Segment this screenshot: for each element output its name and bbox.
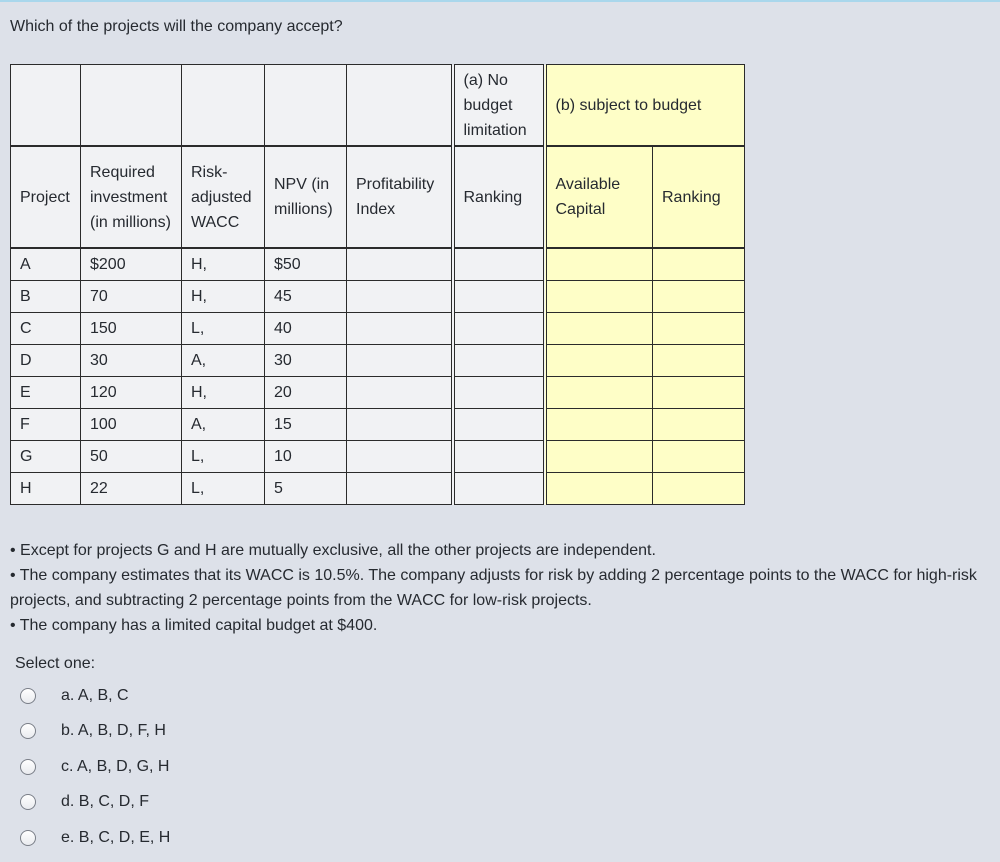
project-cell: G: [11, 441, 81, 473]
ranking-b-cell: [653, 345, 745, 377]
ranking-a-cell: [453, 473, 545, 505]
radio-button-icon[interactable]: [20, 723, 36, 739]
npv-cell: 20: [265, 377, 347, 409]
notes-block: [10, 538, 990, 638]
ranking-a-cell: [453, 281, 545, 313]
option-label[interactable]: c. A, B, D, G, H: [61, 757, 170, 775]
wacc-column-header: Risk-adjusted WACC: [182, 146, 265, 248]
available-capital-cell: [545, 409, 653, 441]
project-cell: F: [11, 409, 81, 441]
wacc-cell: H,: [182, 377, 265, 409]
table-row: [11, 345, 745, 377]
investment-cell: 120: [81, 377, 182, 409]
option-label[interactable]: b. A, B, D, F, H: [61, 722, 166, 740]
radio-button-icon[interactable]: [20, 688, 36, 704]
table-row: [11, 377, 745, 409]
npv-cell: 45: [265, 281, 347, 313]
ranking-a-cell: [453, 345, 545, 377]
available-capital-cell: [545, 345, 653, 377]
ranking-a-cell: [453, 313, 545, 345]
investment-cell: 100: [81, 409, 182, 441]
option-label[interactable]: d. B, C, D, F: [61, 793, 150, 811]
available-capital-cell: [545, 313, 653, 345]
table-row: [11, 248, 745, 281]
project-cell: E: [11, 377, 81, 409]
ranking-b-cell: [653, 473, 745, 505]
wacc-cell: L,: [182, 441, 265, 473]
investment-cell: 30: [81, 345, 182, 377]
project-cell: H: [11, 473, 81, 505]
radio-button-icon[interactable]: [20, 759, 36, 775]
profitability-index-cell: [347, 313, 453, 345]
project-cell: B: [11, 281, 81, 313]
answer-option-b[interactable]: [20, 714, 170, 750]
question-text: Which of the projects will the company accept?: [10, 18, 343, 35]
profitability-index-cell: [347, 473, 453, 505]
npv-cell: 30: [265, 345, 347, 377]
profitability-index-cell: [347, 377, 453, 409]
group-header-row: [11, 65, 745, 147]
ranking-b-cell: [653, 248, 745, 281]
answer-option-a[interactable]: [20, 678, 170, 714]
available-capital-column-header: Available Capital: [545, 146, 653, 248]
ranking-b-cell: [653, 377, 745, 409]
investment-cell: 50: [81, 441, 182, 473]
ranking-b-cell: [653, 313, 745, 345]
investment-cell: 22: [81, 473, 182, 505]
npv-cell: $50: [265, 248, 347, 281]
available-capital-cell: [545, 473, 653, 505]
projects-table: [10, 64, 745, 505]
profitability-index-cell: [347, 281, 453, 313]
subject-to-budget-header: (b) subject to budget: [545, 65, 745, 147]
profitability-index-column-header: Profitability Index: [347, 146, 453, 248]
available-capital-cell: [545, 248, 653, 281]
investment-cell: 150: [81, 313, 182, 345]
answer-option-d[interactable]: [20, 785, 170, 821]
investment-cell: $200: [81, 248, 182, 281]
empty-header-cell: [347, 65, 453, 147]
answer-options: [20, 678, 170, 856]
investment-cell: 70: [81, 281, 182, 313]
table-row: [11, 441, 745, 473]
empty-header-cell: [11, 65, 81, 147]
ranking-a-column-header: Ranking: [453, 146, 545, 248]
npv-cell: 10: [265, 441, 347, 473]
ranking-a-cell: [453, 248, 545, 281]
answer-option-e[interactable]: [20, 820, 170, 856]
option-label[interactable]: e. B, C, D, E, H: [61, 828, 171, 846]
answer-option-c[interactable]: [20, 749, 170, 785]
ranking-a-cell: [453, 409, 545, 441]
project-cell: C: [11, 313, 81, 345]
project-cell: D: [11, 345, 81, 377]
radio-button-icon[interactable]: [20, 830, 36, 846]
profitability-index-cell: [347, 248, 453, 281]
npv-column-header: NPV (in millions): [265, 146, 347, 248]
project-column-header: Project: [11, 146, 81, 248]
table-row: [11, 313, 745, 345]
npv-cell: 15: [265, 409, 347, 441]
profitability-index-cell: [347, 441, 453, 473]
empty-header-cell: [182, 65, 265, 147]
note-independence: • Except for projects G and H are mutually exclusive, all the other projects are independent.: [10, 542, 656, 559]
npv-cell: 40: [265, 313, 347, 345]
ranking-a-cell: [453, 377, 545, 409]
radio-button-icon[interactable]: [20, 794, 36, 810]
ranking-b-cell: [653, 409, 745, 441]
npv-cell: 5: [265, 473, 347, 505]
available-capital-cell: [545, 377, 653, 409]
wacc-cell: A,: [182, 345, 265, 377]
column-header-row: [11, 146, 745, 248]
project-cell: A: [11, 248, 81, 281]
profitability-index-cell: [347, 345, 453, 377]
empty-header-cell: [81, 65, 182, 147]
available-capital-cell: [545, 281, 653, 313]
ranking-b-cell: [653, 281, 745, 313]
wacc-cell: H,: [182, 248, 265, 281]
top-border: [0, 0, 1000, 2]
ranking-b-cell: [653, 441, 745, 473]
no-budget-header: (a) No budget limitation: [453, 65, 545, 147]
wacc-cell: H,: [182, 281, 265, 313]
table-row: [11, 473, 745, 505]
wacc-cell: L,: [182, 313, 265, 345]
ranking-b-column-header: Ranking: [653, 146, 745, 248]
wacc-cell: A,: [182, 409, 265, 441]
available-capital-cell: [545, 441, 653, 473]
option-label[interactable]: a. A, B, C: [61, 686, 129, 704]
ranking-a-cell: [453, 441, 545, 473]
note-budget: • The company has a limited capital budget at $400.: [10, 617, 378, 634]
wacc-cell: L,: [182, 473, 265, 505]
profitability-index-cell: [347, 409, 453, 441]
note-wacc: • The company estimates that its WACC is 10.5%. The company adjusts for risk by adding 2 percentage points to the WACC for high-risk projects, and subtracting 2 percentage points from the WACC for low-risk projects.: [10, 567, 977, 609]
investment-column-header: Required investment (in millions): [81, 146, 182, 248]
empty-header-cell: [265, 65, 347, 147]
select-one-label: Select one:: [15, 655, 96, 672]
table-row: [11, 409, 745, 441]
table-row: [11, 281, 745, 313]
